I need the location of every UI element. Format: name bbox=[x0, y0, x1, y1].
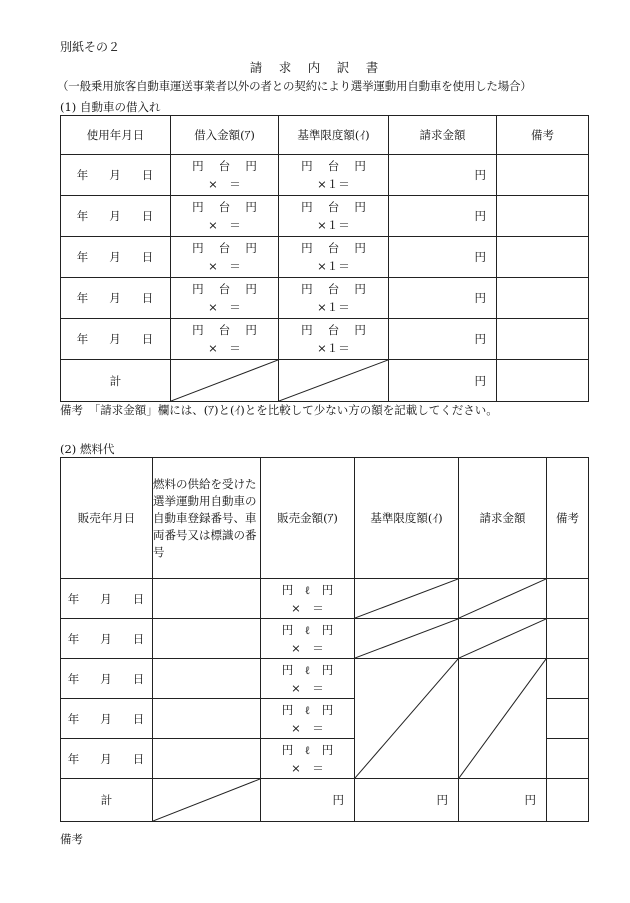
remarks-cell[interactable] bbox=[547, 739, 589, 779]
standard-limit-cell[interactable]: 円 台 円 ×１＝ bbox=[279, 237, 389, 278]
document-title: 請 求 内 訳 書 bbox=[249, 60, 381, 75]
vehicle-number-cell[interactable] bbox=[153, 739, 261, 779]
usage-date-cell[interactable]: 年 月 日 bbox=[61, 278, 171, 319]
diagonal-slash bbox=[459, 659, 546, 778]
vehicle-number-cell[interactable] bbox=[153, 659, 261, 699]
section1-note: 備考 「請求金額」欄には、(ｱ)と(ｲ)とを比較して少ない方の額を記載してください。 bbox=[60, 403, 498, 417]
vehicle-number-cell[interactable] bbox=[153, 619, 261, 659]
sales-date-cell[interactable]: 年 月 日 bbox=[61, 739, 153, 779]
remarks-cell[interactable] bbox=[497, 155, 589, 196]
section1-heading: (1) 自動車の借入れ bbox=[60, 100, 161, 114]
remarks-cell[interactable] bbox=[497, 196, 589, 237]
total-row bbox=[61, 360, 589, 402]
remarks-cell[interactable] bbox=[497, 319, 589, 360]
usage-date-cell[interactable]: 年 月 日 bbox=[61, 196, 171, 237]
rental-amount-cell[interactable]: 円 台 円 × ＝ bbox=[171, 278, 279, 319]
standard-limit-cell[interactable]: 円 台 円 ×１＝ bbox=[279, 196, 389, 237]
remarks-cell[interactable] bbox=[547, 659, 589, 699]
remarks-cell[interactable] bbox=[547, 619, 589, 659]
sales-amount-cell[interactable]: 円 ℓ 円 × ＝ bbox=[261, 619, 355, 659]
diagonal-slash bbox=[459, 579, 546, 618]
header-rental-amount: 借入金額(ｱ) bbox=[171, 116, 279, 155]
document-subtitle: （一般乗用旅客自動車運送事業者以外の者との契約により選挙運動用自動車を使用した場合） bbox=[57, 79, 532, 93]
crossed-out-cell bbox=[153, 779, 261, 822]
diagonal-slash bbox=[459, 619, 546, 658]
usage-date-cell[interactable]: 年 月 日 bbox=[61, 319, 171, 360]
remarks-cell[interactable] bbox=[547, 699, 589, 739]
total-claim-amount[interactable]: 円 bbox=[459, 779, 547, 822]
sales-date-cell[interactable]: 年 月 日 bbox=[61, 659, 153, 699]
header-remarks: 備考 bbox=[547, 458, 589, 579]
claim-amount-cell[interactable]: 円 bbox=[389, 237, 497, 278]
crossed-out-cell bbox=[355, 579, 459, 619]
sales-amount-cell[interactable]: 円 ℓ 円 × ＝ bbox=[261, 699, 355, 739]
claim-amount-cell[interactable]: 円 bbox=[389, 319, 497, 360]
diagonal-slash bbox=[355, 579, 458, 618]
rental-amount-cell[interactable]: 円 台 円 × ＝ bbox=[171, 319, 279, 360]
crossed-out-cell bbox=[459, 579, 547, 619]
sales-amount-cell[interactable]: 円 ℓ 円 × ＝ bbox=[261, 659, 355, 699]
section2-heading: (2) 燃料代 bbox=[60, 442, 115, 456]
table-row bbox=[61, 155, 589, 196]
table-row bbox=[61, 619, 589, 659]
table-row bbox=[61, 579, 589, 619]
diagonal-slash bbox=[355, 659, 458, 778]
standard-limit-cell[interactable]: 円 台 円 ×１＝ bbox=[279, 278, 389, 319]
total-row bbox=[61, 779, 589, 822]
rental-amount-cell[interactable]: 円 台 円 × ＝ bbox=[171, 237, 279, 278]
claim-amount-cell[interactable]: 円 bbox=[389, 196, 497, 237]
remarks-cell[interactable] bbox=[497, 237, 589, 278]
sales-date-cell[interactable]: 年 月 日 bbox=[61, 579, 153, 619]
rental-amount-cell[interactable]: 円 台 円 × ＝ bbox=[171, 155, 279, 196]
table-row bbox=[61, 659, 589, 699]
total-remarks-cell[interactable] bbox=[547, 779, 589, 822]
total-remarks-cell[interactable] bbox=[497, 360, 589, 402]
sales-amount-cell[interactable]: 円 ℓ 円 × ＝ bbox=[261, 739, 355, 779]
total-standard-limit[interactable]: 円 bbox=[355, 779, 459, 822]
crossed-out-cell bbox=[355, 619, 459, 659]
header-sales-date: 販売年月日 bbox=[61, 458, 153, 579]
header-usage-date: 使用年月日 bbox=[61, 116, 171, 155]
total-claim-amount[interactable]: 円 bbox=[389, 360, 497, 402]
table-row bbox=[61, 278, 589, 319]
diagonal-slash bbox=[355, 619, 458, 658]
form-label: 別紙その２ bbox=[60, 40, 121, 54]
vehicle-number-cell[interactable] bbox=[153, 699, 261, 739]
standard-limit-cell[interactable]: 円 台 円 ×１＝ bbox=[279, 155, 389, 196]
remarks-cell[interactable] bbox=[547, 579, 589, 619]
fuel-table bbox=[60, 457, 589, 822]
sales-amount-cell[interactable]: 円 ℓ 円 × ＝ bbox=[261, 579, 355, 619]
rental-header-row bbox=[61, 116, 589, 155]
diagonal-slash bbox=[171, 360, 278, 401]
sales-date-cell[interactable]: 年 月 日 bbox=[61, 619, 153, 659]
table-row bbox=[61, 196, 589, 237]
header-sales-amount: 販売金額(ｱ) bbox=[261, 458, 355, 579]
sales-date-cell[interactable]: 年 月 日 bbox=[61, 699, 153, 739]
standard-limit-cell[interactable]: 円 台 円 ×１＝ bbox=[279, 319, 389, 360]
table-row bbox=[61, 319, 589, 360]
total-label: 計 bbox=[61, 779, 153, 822]
crossed-out-cell bbox=[279, 360, 389, 402]
table-row bbox=[61, 237, 589, 278]
remarks-cell[interactable] bbox=[497, 278, 589, 319]
total-label: 計 bbox=[61, 360, 171, 402]
section2-note: 備考 bbox=[60, 832, 83, 846]
header-vehicle-number: 燃料の供給を受けた選挙運動用自動車の自動車登録番号、車両番号又は標識の番号 bbox=[153, 458, 261, 579]
header-standard-limit: 基準限度額(ｲ) bbox=[355, 458, 459, 579]
header-claim-amount: 請求金額 bbox=[389, 116, 497, 155]
crossed-out-merged-cell bbox=[355, 659, 459, 779]
fuel-header-row bbox=[61, 458, 589, 579]
total-sales-amount[interactable]: 円 bbox=[261, 779, 355, 822]
usage-date-cell[interactable]: 年 月 日 bbox=[61, 237, 171, 278]
diagonal-slash bbox=[153, 779, 260, 821]
usage-date-cell[interactable]: 年 月 日 bbox=[61, 155, 171, 196]
claim-amount-cell[interactable]: 円 bbox=[389, 155, 497, 196]
rental-amount-cell[interactable]: 円 台 円 × ＝ bbox=[171, 196, 279, 237]
vehicle-number-cell[interactable] bbox=[153, 579, 261, 619]
claim-amount-cell[interactable]: 円 bbox=[389, 278, 497, 319]
rental-table bbox=[60, 115, 589, 402]
crossed-out-merged-cell bbox=[459, 659, 547, 779]
header-remarks: 備考 bbox=[497, 116, 589, 155]
header-standard-limit: 基準限度額(ｲ) bbox=[279, 116, 389, 155]
crossed-out-cell bbox=[459, 619, 547, 659]
crossed-out-cell bbox=[171, 360, 279, 402]
diagonal-slash bbox=[279, 360, 388, 401]
header-claim-amount: 請求金額 bbox=[459, 458, 547, 579]
